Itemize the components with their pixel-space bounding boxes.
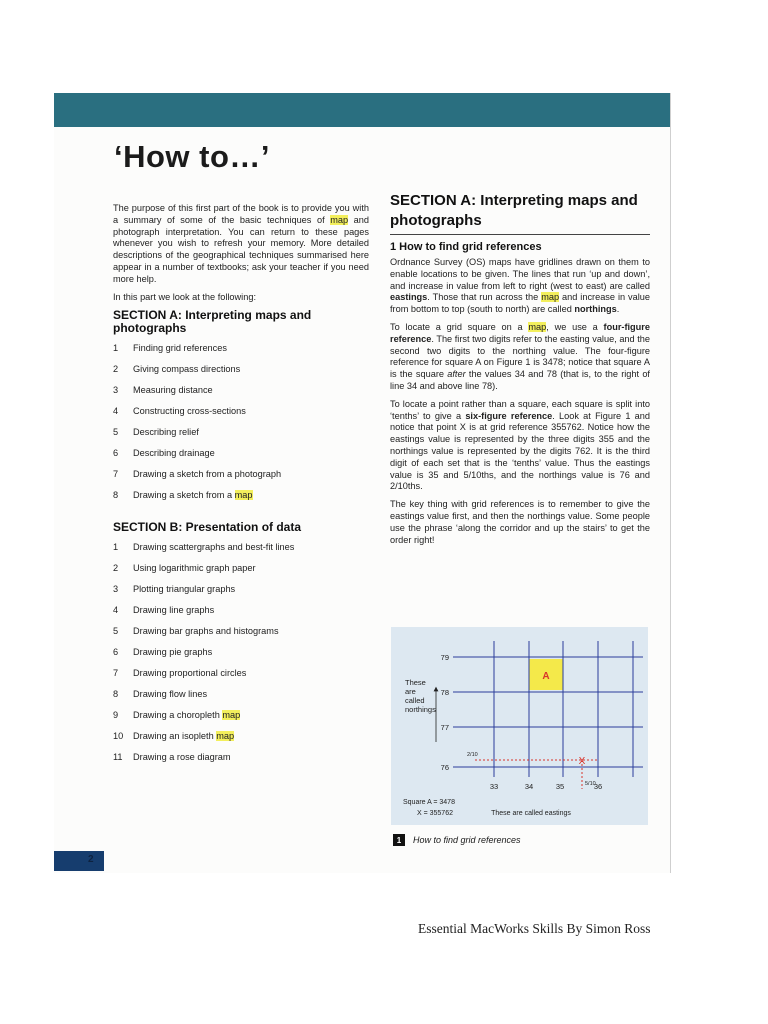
item-number: 7 [113, 668, 119, 679]
svg-text:northings: northings [405, 705, 436, 714]
section-a-item [113, 448, 369, 469]
item-number: 1 [113, 343, 119, 354]
item-number: 8 [113, 689, 119, 700]
footer-credit: Essential MacWorks Skills By Simon Ross [418, 921, 651, 936]
page-header-bar [54, 93, 670, 127]
book-page [54, 93, 671, 873]
item-number: 3 [113, 385, 119, 396]
section-b-item [113, 605, 369, 626]
item-number: 2 [113, 364, 119, 375]
svg-text:called: called [405, 696, 425, 705]
page-number: 2 [88, 854, 94, 865]
item-text: Drawing an isopleth map [133, 731, 235, 742]
item-text: Drawing a choropleth map [133, 710, 241, 721]
item-number: 7 [113, 469, 119, 480]
section-b-item [113, 731, 369, 752]
point-reference-text: X = 355762 [416, 810, 454, 817]
item-text: Constructing cross-sections [133, 406, 246, 417]
item-number: 4 [113, 605, 119, 616]
section-b-item [113, 710, 369, 731]
item-text: Drawing pie graphs [133, 647, 213, 658]
item-text: Describing relief [133, 427, 199, 438]
item-number: 1 [113, 542, 119, 553]
svg-text:are: are [405, 687, 416, 696]
page-number-tab [54, 851, 104, 871]
paragraph-gridlines: Ordnance Survey (OS) maps have gridlines drawn on them to enable locations to be given. The lines that run ‘up and down’, and increase in value from left to right (west to east) are called eastings. Those that run across the map and increase in value from bottom to top (south to north) are called northings. [390, 257, 650, 315]
eastings-label: These are called eastings [491, 810, 571, 817]
item-number: 2 [113, 563, 119, 574]
page-title: ‘How to…’ [114, 139, 271, 174]
northing-tenths-label: 2/10 [467, 752, 478, 758]
figure-caption-text: How to find grid references [413, 835, 521, 845]
item-text: Describing drainage [133, 448, 215, 459]
item-number: 9 [113, 710, 119, 721]
section-a-item [113, 343, 369, 364]
easting-label: 35 [555, 782, 565, 791]
item-number: 6 [113, 448, 119, 459]
section-b-list [113, 542, 369, 773]
section-b-item [113, 647, 369, 668]
paragraph-six-figure: To locate a point rather than a square, each square is split into ‘tenths’ to give a six-figure reference. Look at Figure 1 and notice that point X is at grid reference 355762. Notice how the eastings value is represented by the three digits 355 and the northings value is represented by the digits 762. It is the third digit of each set that is the ‘tenths’ value. Thus the eastings value is 35 and 5/10ths, and the northings value is 76 and 2/10ths. [390, 398, 650, 492]
intro-paragraph: The purpose of this first part of the book is to provide you with a summary of some of the basic techniques of map and photograph interpretation. You can return to these pages whenever you wish to refresh your memory. More detailed descriptions of the geographical techniques summarised here appear in a number of textbooks; ask your teacher if you need more help. [113, 203, 370, 284]
grid-reference-figure [391, 627, 648, 825]
item-text: Drawing proportional circles [133, 668, 247, 679]
item-text: Drawing a rose diagram [133, 752, 231, 763]
section-b-item [113, 668, 369, 689]
item-number: 3 [113, 584, 119, 595]
northing-label: 77 [440, 723, 449, 732]
section-b-item [113, 584, 369, 605]
square-reference-text: Square A = 3478 [403, 799, 455, 806]
item-text: Finding grid references [133, 343, 227, 354]
item-text: Drawing a sketch from a photograph [133, 469, 282, 480]
section-b-heading: SECTION B: Presentation of data [113, 520, 302, 535]
item-number: 11 [113, 752, 123, 763]
paragraph-four-figure: To locate a grid square on a map, we use a four-figure reference. The first two digits refer to the easting value, and the second two digits to the northing value. The four-figure reference for square A on Figure 1 is 3478; notice that square A is the square after the values 34 and 78 (that is, to the right of line 34 and above line 78). [390, 321, 650, 391]
paragraph-key-thing: The key thing with grid references is to remember to give the eastings value first, and then the northings value. Some people use the phrase ‘along the corridor and up the stairs’ to get the order right! [390, 499, 650, 545]
grid-references-subheading: 1 How to find grid references [390, 241, 542, 253]
easting-label: 33 [489, 782, 499, 791]
section-a-item [113, 469, 369, 490]
northing-values [441, 653, 449, 772]
section-a-heading: SECTION A: Interpreting maps and photographs [113, 308, 312, 336]
intro-look-text: In this part we look at the following: [113, 291, 256, 302]
item-text: Drawing bar graphs and histograms [133, 626, 279, 637]
item-number: 8 [113, 490, 119, 501]
item-number: 5 [113, 427, 119, 438]
item-number: 4 [113, 406, 119, 417]
figure-caption [393, 834, 521, 846]
svg-text:These: These [405, 678, 426, 687]
section-a-item [113, 364, 369, 385]
easting-label: 34 [524, 782, 534, 791]
item-text: Drawing scattergraphs and best-fit lines [133, 542, 295, 553]
item-text: Giving compass directions [133, 364, 241, 375]
section-b-item [113, 626, 369, 647]
section-b-item [113, 563, 369, 584]
item-number: 6 [113, 647, 119, 658]
northing-label: 79 [440, 653, 449, 662]
figure-number: 1 [393, 834, 405, 846]
section-b-item [113, 542, 369, 563]
grid-diagram [391, 627, 648, 825]
easting-tenths-label: 5/10 [585, 781, 596, 787]
easting-label: 36 [593, 782, 603, 791]
northing-label: 76 [440, 763, 449, 772]
section-a-item [113, 490, 369, 511]
item-text: Using logarithmic graph paper [133, 563, 256, 574]
item-text: Drawing line graphs [133, 605, 215, 616]
section-a-main-heading: SECTION A: Interpreting maps and photographs [390, 191, 650, 235]
section-b-item [113, 689, 369, 710]
item-text: Measuring distance [133, 385, 213, 396]
left-column [113, 203, 369, 783]
right-column [390, 192, 650, 552]
item-number: 10 [113, 731, 124, 742]
point-x-marker: X [578, 756, 586, 767]
item-number: 5 [113, 626, 119, 637]
section-b-item [113, 752, 369, 773]
section-a-item [113, 427, 369, 448]
northing-label: 78 [440, 688, 449, 697]
section-a-item [113, 406, 369, 427]
item-text: Drawing flow lines [133, 689, 208, 700]
square-a-label: A [542, 671, 550, 682]
item-text: Plotting triangular graphs [133, 584, 236, 595]
section-a-item [113, 385, 369, 406]
item-text: Drawing a sketch from a map [133, 490, 253, 501]
section-a-list [113, 343, 369, 511]
northings-side-label [405, 678, 436, 714]
